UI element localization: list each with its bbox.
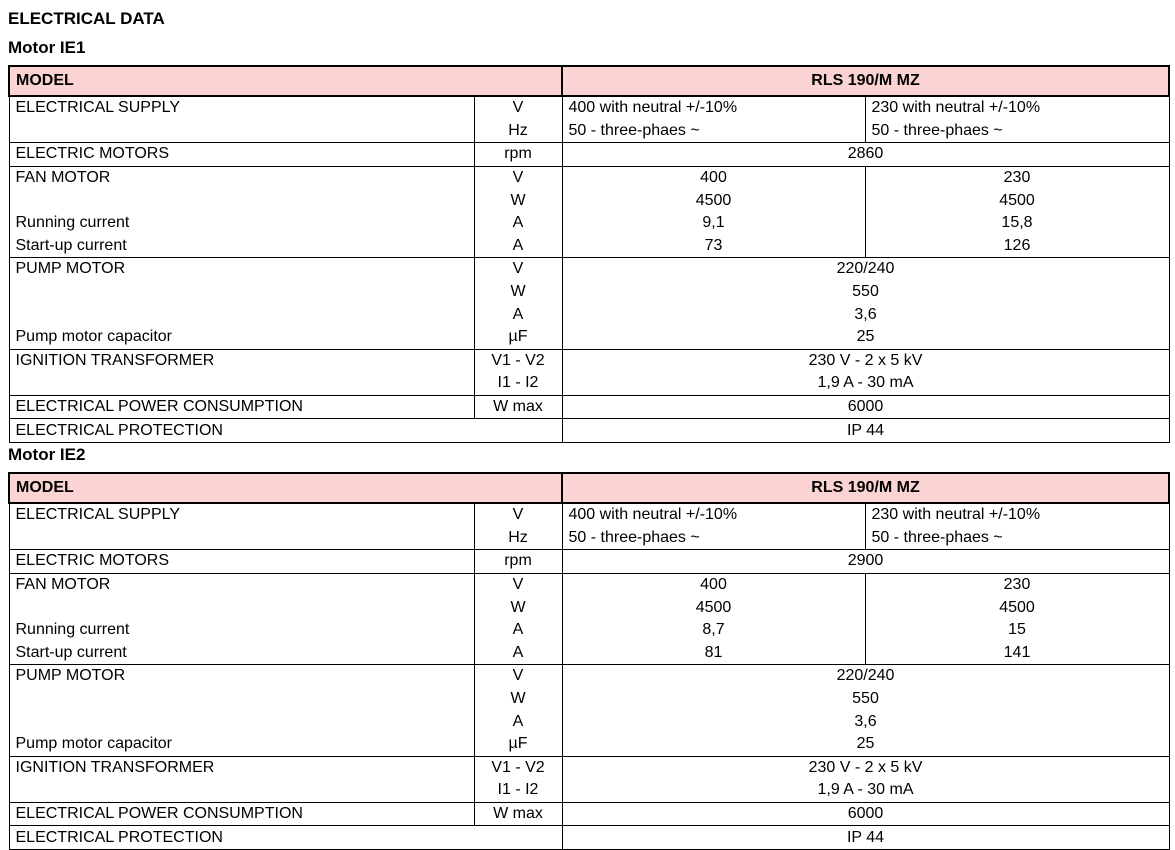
fan-label: FAN MOTOR (9, 573, 474, 596)
startup-current-1: 81 (562, 642, 865, 665)
capacitor-value: 25 (562, 733, 1169, 756)
fan-v2: 230 (865, 166, 1169, 189)
ignition-value-1: 230 V - 2 x 5 kV (562, 756, 1169, 779)
ignition-unit-2: I1 - I2 (474, 779, 562, 802)
ignition-unit-2: I1 - I2 (474, 372, 562, 395)
power-unit: W max (474, 395, 562, 419)
supply-unit-hz: Hz (474, 120, 562, 143)
section-title-ie1: Motor IE1 (8, 38, 86, 57)
motors-value: 2900 (562, 550, 1169, 574)
pump-unit-v: V (474, 258, 562, 281)
startup-current-2: 141 (865, 642, 1169, 665)
pump-row-a (9, 303, 1169, 326)
fan-row-w (9, 189, 1169, 212)
pump-row-capacitor (9, 733, 1169, 756)
supply-row-hz (9, 527, 1169, 550)
model-name: RLS 190/M MZ (562, 473, 1169, 503)
motors-label: ELECTRIC MOTORS (9, 143, 474, 167)
supply-hz1: 50 - three-phaes ~ (562, 527, 865, 550)
fan-row-w (9, 596, 1169, 619)
startup-current-unit: A (474, 642, 562, 665)
pump-label: PUMP MOTOR (9, 665, 474, 688)
capacitor-unit: µF (474, 733, 562, 756)
running-current-label: Running current (9, 212, 474, 235)
ignition-row-2 (9, 779, 1169, 802)
ignition-value-2: 1,9 A - 30 mA (562, 779, 1169, 802)
pump-row-w (9, 688, 1169, 711)
pump-row-v (9, 258, 1169, 281)
supply-v2: 230 with neutral +/-10% (865, 503, 1169, 527)
running-current-2: 15,8 (865, 212, 1169, 235)
running-current-1: 8,7 (562, 619, 865, 642)
fan-label: FAN MOTOR (9, 166, 474, 189)
model-row (9, 473, 1169, 503)
power-label: ELECTRICAL POWER CONSUMPTION (9, 395, 474, 419)
fan-v2: 230 (865, 573, 1169, 596)
fan-w2: 4500 (865, 596, 1169, 619)
fan-row-startup (9, 642, 1169, 665)
pump-unit-w: W (474, 281, 562, 304)
ignition-unit-1: V1 - V2 (474, 756, 562, 779)
startup-current-unit: A (474, 235, 562, 258)
ignition-row-1 (9, 756, 1169, 779)
supply-row-v (9, 96, 1169, 120)
protection-label: ELECTRICAL PROTECTION (9, 826, 562, 850)
power-row (9, 395, 1169, 419)
fan-row-v (9, 573, 1169, 596)
motors-value: 2860 (562, 143, 1169, 167)
startup-current-2: 126 (865, 235, 1169, 258)
ignition-value-1: 230 V - 2 x 5 kV (562, 349, 1169, 372)
protection-label: ELECTRICAL PROTECTION (9, 419, 562, 443)
running-current-unit: A (474, 212, 562, 235)
fan-row-running (9, 619, 1169, 642)
pump-a: 3,6 (562, 710, 1169, 733)
running-current-1: 9,1 (562, 212, 865, 235)
capacitor-label: Pump motor capacitor (9, 733, 474, 756)
model-label: MODEL (9, 473, 562, 503)
fan-unit-v: V (474, 166, 562, 189)
supply-v1: 400 with neutral +/-10% (562, 96, 865, 120)
protection-row (9, 826, 1169, 850)
power-label: ELECTRICAL POWER CONSUMPTION (9, 802, 474, 826)
motors-unit: rpm (474, 143, 562, 167)
pump-row-w (9, 281, 1169, 304)
fan-row-v (9, 166, 1169, 189)
fan-unit-v: V (474, 573, 562, 596)
supply-unit-v: V (474, 503, 562, 527)
pump-a: 3,6 (562, 303, 1169, 326)
pump-w: 550 (562, 688, 1169, 711)
pump-row-v (9, 665, 1169, 688)
running-current-label: Running current (9, 619, 474, 642)
fan-row-running (9, 212, 1169, 235)
ignition-row-2 (9, 372, 1169, 395)
power-value: 6000 (562, 802, 1169, 826)
motors-row (9, 550, 1169, 574)
ignition-row-1 (9, 349, 1169, 372)
fan-row-startup (9, 235, 1169, 258)
pump-unit-a: A (474, 303, 562, 326)
supply-hz2: 50 - three-phaes ~ (865, 527, 1169, 550)
protection-value: IP 44 (562, 826, 1169, 850)
pump-label: PUMP MOTOR (9, 258, 474, 281)
ignition-unit-1: V1 - V2 (474, 349, 562, 372)
running-current-unit: A (474, 619, 562, 642)
startup-current-label: Start-up current (9, 235, 474, 258)
supply-row-v (9, 503, 1169, 527)
capacitor-value: 25 (562, 326, 1169, 349)
supply-v1: 400 with neutral +/-10% (562, 503, 865, 527)
ignition-label: IGNITION TRANSFORMER (9, 349, 474, 372)
fan-w2: 4500 (865, 189, 1169, 212)
motors-row (9, 143, 1169, 167)
power-value: 6000 (562, 395, 1169, 419)
ignition-value-2: 1,9 A - 30 mA (562, 372, 1169, 395)
running-current-2: 15 (865, 619, 1169, 642)
pump-unit-a: A (474, 710, 562, 733)
fan-w1: 4500 (562, 596, 865, 619)
supply-unit-v: V (474, 96, 562, 120)
startup-current-1: 73 (562, 235, 865, 258)
supply-label: ELECTRICAL SUPPLY (9, 503, 474, 527)
fan-unit-w: W (474, 596, 562, 619)
capacitor-unit: µF (474, 326, 562, 349)
fan-v1: 400 (562, 573, 865, 596)
protection-row (9, 419, 1169, 443)
pump-row-a (9, 710, 1169, 733)
section-title-ie2: Motor IE2 (8, 445, 86, 464)
power-unit: W max (474, 802, 562, 826)
fan-w1: 4500 (562, 189, 865, 212)
startup-current-label: Start-up current (9, 642, 474, 665)
capacitor-label: Pump motor capacitor (9, 326, 474, 349)
supply-hz2: 50 - three-phaes ~ (865, 120, 1169, 143)
motors-label: ELECTRIC MOTORS (9, 550, 474, 574)
pump-w: 550 (562, 281, 1169, 304)
pump-row-capacitor (9, 326, 1169, 349)
pump-v: 220/240 (562, 665, 1169, 688)
supply-v2: 230 with neutral +/-10% (865, 96, 1169, 120)
model-name: RLS 190/M MZ (562, 66, 1169, 96)
page-title: ELECTRICAL DATA (8, 9, 165, 28)
motors-unit: rpm (474, 550, 562, 574)
model-row (9, 66, 1169, 96)
pump-v: 220/240 (562, 258, 1169, 281)
pump-unit-w: W (474, 688, 562, 711)
protection-value: IP 44 (562, 419, 1169, 443)
pump-unit-v: V (474, 665, 562, 688)
power-row (9, 802, 1169, 826)
electrical-data-table-ie2 (8, 472, 1170, 850)
ignition-label: IGNITION TRANSFORMER (9, 756, 474, 779)
fan-unit-w: W (474, 189, 562, 212)
supply-row-hz (9, 120, 1169, 143)
fan-v1: 400 (562, 166, 865, 189)
model-label: MODEL (9, 66, 562, 96)
supply-unit-hz: Hz (474, 527, 562, 550)
supply-label: ELECTRICAL SUPPLY (9, 96, 474, 120)
electrical-data-table-ie1 (8, 65, 1170, 443)
supply-hz1: 50 - three-phaes ~ (562, 120, 865, 143)
